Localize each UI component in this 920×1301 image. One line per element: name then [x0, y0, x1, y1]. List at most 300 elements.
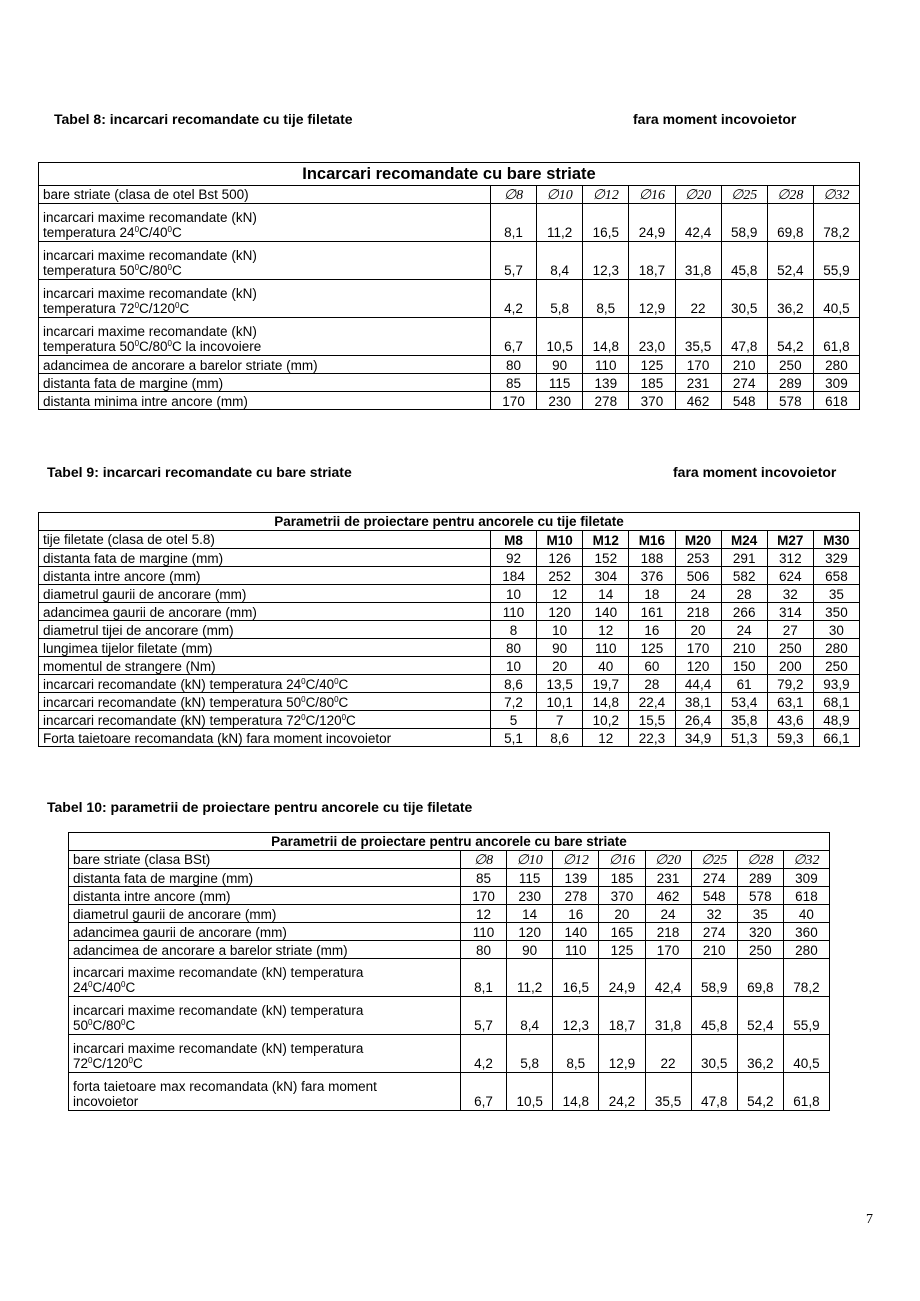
table-cell: 78,2	[783, 959, 829, 997]
table-row	[39, 657, 860, 675]
column-header: ∅12	[583, 186, 629, 204]
table-cell: 185	[629, 374, 675, 392]
row-label	[39, 318, 491, 356]
table-cell: 12	[583, 621, 629, 639]
table-cell: 125	[629, 639, 675, 657]
table-cell: 14,8	[553, 1073, 599, 1111]
table-cell: 139	[553, 869, 599, 887]
table-cell: 200	[767, 657, 813, 675]
table-row	[39, 549, 860, 567]
table-cell: 280	[813, 356, 859, 374]
table-cell: 52,4	[737, 997, 783, 1035]
table-cell: 10,1	[537, 693, 583, 711]
table-cell: 578	[767, 392, 813, 410]
table-cell: 8,5	[583, 280, 629, 318]
label-part: temperatura 72	[43, 301, 135, 316]
table-cell: 8,1	[491, 204, 537, 242]
label-part: incarcari maxime recomandate (kN) temperatura	[73, 1003, 364, 1018]
table-cell: 139	[583, 374, 629, 392]
table-cell: 253	[675, 549, 721, 567]
row-label: lungimea tijelor filetate (mm)	[39, 639, 491, 657]
table-cell: 32	[767, 585, 813, 603]
label-part: forta taietoare max recomandata (kN) fara moment	[73, 1079, 377, 1094]
table-row	[39, 242, 860, 280]
table-cell: 10,5	[537, 318, 583, 356]
label-part: C	[338, 695, 349, 710]
table-cell: 12,3	[553, 997, 599, 1035]
table-cell: 55,9	[813, 242, 859, 280]
superscript: 0	[167, 339, 172, 348]
table-cell: 152	[583, 549, 629, 567]
label-part: C/80	[139, 263, 168, 278]
table-cell: 4,2	[491, 280, 537, 318]
column-header: M8	[491, 531, 537, 549]
label-part: incarcari recomandate (kN) temperatura 50	[43, 695, 302, 710]
table-cell: 125	[629, 356, 675, 374]
column-header: M30	[813, 531, 859, 549]
table-cell: 85	[491, 374, 537, 392]
table-cell: 14,8	[583, 693, 629, 711]
column-header: ∅28	[737, 851, 783, 869]
superscript: 0	[175, 301, 180, 310]
table-cell: 12,9	[599, 1035, 645, 1073]
table-cell: 10,2	[583, 711, 629, 729]
table-cell: 40,5	[783, 1035, 829, 1073]
table-row	[39, 603, 860, 621]
column-header: ∅20	[645, 851, 691, 869]
table-cell: 30	[813, 621, 859, 639]
label-part: C/40	[305, 677, 335, 692]
superscript: 0	[334, 695, 339, 704]
label-part: C/80	[139, 339, 168, 354]
table-row	[39, 374, 860, 392]
table-cell: 92	[491, 549, 537, 567]
table-body	[39, 204, 860, 410]
table-cell: 314	[767, 603, 813, 621]
row-label: distanta minima intre ancore (mm)	[39, 392, 491, 410]
table-cell: 274	[691, 869, 737, 887]
table-cell: 278	[583, 392, 629, 410]
column-header: ∅32	[813, 186, 859, 204]
table-cell: 35	[813, 585, 859, 603]
table-cell: 8,6	[491, 675, 537, 693]
table-cell: 140	[583, 603, 629, 621]
column-header: ∅32	[783, 851, 829, 869]
superscript: 0	[134, 263, 140, 272]
row-label	[39, 242, 491, 280]
label-part: incarcari maxime recomandate (kN)	[43, 248, 257, 263]
table-cell: 13,5	[537, 675, 583, 693]
table-cell: 14	[583, 585, 629, 603]
table-cell: 274	[691, 923, 737, 941]
table-cell: 210	[721, 639, 767, 657]
table-row	[69, 959, 830, 997]
table-row	[39, 392, 860, 410]
label-part: C	[346, 713, 356, 728]
table-cell: 10,5	[507, 1073, 553, 1111]
table-cell: 5,7	[461, 997, 507, 1035]
row-label: distanta fata de margine (mm)	[39, 374, 491, 392]
table-cell: 18	[629, 585, 675, 603]
table8-caption: Tabel 8: incarcari recomandate cu tije filetate	[54, 111, 353, 127]
table-cell: 462	[675, 392, 721, 410]
table-parametrii-bare-striate	[68, 832, 830, 1111]
table-cell: 10	[491, 657, 537, 675]
label-part: incarcari recomandate (kN) temperatura 24	[43, 677, 302, 692]
table-cell: 125	[599, 941, 645, 959]
table-cell: 115	[507, 869, 553, 887]
table-cell: 4,2	[461, 1035, 507, 1073]
table-cell: 170	[491, 392, 537, 410]
column-header: ∅16	[599, 851, 645, 869]
table-cell: 58,9	[721, 204, 767, 242]
label-part: C	[172, 263, 182, 278]
superscript: 0	[167, 225, 172, 234]
superscript: 0	[301, 695, 306, 704]
header-row	[39, 186, 860, 204]
table-cell: 110	[583, 356, 629, 374]
table-cell: 618	[783, 887, 829, 905]
table-cell: 69,8	[737, 959, 783, 997]
table-cell: 44,4	[675, 675, 721, 693]
label-part: C/80	[92, 1018, 122, 1033]
table-cell: 35,5	[645, 1073, 691, 1111]
table-cell: 274	[721, 374, 767, 392]
column-header: M12	[583, 531, 629, 549]
table-cell: 14	[507, 905, 553, 923]
label-part: incarcari maxime recomandate (kN)	[43, 286, 257, 301]
table-row	[69, 905, 830, 923]
row-label: momentul de strangere (Nm)	[39, 657, 491, 675]
table-cell: 12	[537, 585, 583, 603]
table-cell: 5,1	[491, 729, 537, 747]
table-cell: 8,4	[507, 997, 553, 1035]
header-label: bare striate (clasa BSt)	[69, 851, 461, 869]
table-body	[69, 869, 830, 1111]
table-cell: 69,8	[767, 204, 813, 242]
column-header: M24	[721, 531, 767, 549]
table-row	[39, 675, 860, 693]
column-header: ∅28	[767, 186, 813, 204]
column-header: ∅16	[629, 186, 675, 204]
table-cell: 280	[783, 941, 829, 959]
table-cell: 360	[783, 923, 829, 941]
table-cell: 210	[721, 356, 767, 374]
table-cell: 66,1	[813, 729, 859, 747]
table-cell: 548	[721, 392, 767, 410]
table-cell: 165	[599, 923, 645, 941]
table9-caption: Tabel 9: incarcari recomandate cu bare striate	[47, 464, 352, 480]
label-part: incarcari maxime recomandate (kN) temperatura	[73, 965, 364, 980]
table-cell: 24	[645, 905, 691, 923]
table-cell: 55,9	[783, 997, 829, 1035]
table-cell: 42,4	[645, 959, 691, 997]
table-cell: 15,5	[629, 711, 675, 729]
label-part: 24	[73, 980, 89, 995]
table-row	[39, 693, 860, 711]
table-cell: 120	[537, 603, 583, 621]
table-cell: 170	[675, 356, 721, 374]
table-cell: 126	[537, 549, 583, 567]
row-label	[69, 1035, 461, 1073]
table-cell: 8,4	[537, 242, 583, 280]
table-cell: 24,9	[599, 959, 645, 997]
table-cell: 31,8	[675, 242, 721, 280]
table-cell: 78,2	[813, 204, 859, 242]
table9-caption-right: fara moment incovoietor	[673, 464, 837, 480]
label-part: incovoietor	[73, 1094, 139, 1109]
label-part: incarcari recomandate (kN) temperatura 72	[43, 713, 302, 728]
table-cell: 289	[737, 869, 783, 887]
table-cell: 38,1	[675, 693, 721, 711]
table-cell: 16	[629, 621, 675, 639]
row-label: diametrul gaurii de ancorare (mm)	[39, 585, 491, 603]
table-cell: 12	[583, 729, 629, 747]
row-label: distanta intre ancore (mm)	[39, 567, 491, 585]
table-cell: 16,5	[553, 959, 599, 997]
superscript: 0	[134, 301, 140, 310]
table-cell: 24	[721, 621, 767, 639]
label-part: C/40	[92, 980, 122, 995]
table10-caption: Tabel 10: parametrii de proiectare pentru ancorele cu tije filetate	[47, 799, 473, 815]
table-cell: 53,4	[721, 693, 767, 711]
label-part: C/120	[305, 713, 342, 728]
table-cell: 35,8	[721, 711, 767, 729]
table-cell: 8,6	[537, 729, 583, 747]
table-cell: 110	[583, 639, 629, 657]
table-cell: 7,2	[491, 693, 537, 711]
table-cell: 36,2	[767, 280, 813, 318]
table-cell: 30,5	[721, 280, 767, 318]
label-part: 50	[73, 1018, 89, 1033]
table-cell: 36,2	[737, 1035, 783, 1073]
table-cell: 329	[813, 549, 859, 567]
column-header: ∅20	[675, 186, 721, 204]
row-label	[69, 959, 461, 997]
row-label: distanta fata de margine (mm)	[39, 549, 491, 567]
table-cell: 8,5	[553, 1035, 599, 1073]
label-part: 72	[73, 1056, 89, 1071]
table-cell: 23,0	[629, 318, 675, 356]
header-label: tije filetate (clasa de otel 5.8)	[39, 531, 491, 549]
row-label: distanta intre ancore (mm)	[69, 887, 461, 905]
table-parametrii-tije-filetate	[38, 512, 860, 747]
superscript: 0	[341, 713, 347, 722]
table-cell: 218	[675, 603, 721, 621]
table-title: Parametrii de proiectare pentru ancorele cu bare striate	[69, 833, 830, 851]
superscript: 0	[301, 677, 306, 686]
label-part: C/120	[92, 1056, 129, 1071]
table-cell: 289	[767, 374, 813, 392]
table-cell: 578	[737, 887, 783, 905]
label-part: C	[125, 980, 136, 995]
label-part: C la incovoiere	[172, 339, 262, 354]
row-label	[39, 280, 491, 318]
table-body	[39, 549, 860, 747]
table-cell: 11,2	[537, 204, 583, 242]
table-cell: 28	[721, 585, 767, 603]
table-row	[69, 1073, 830, 1111]
table-cell: 320	[737, 923, 783, 941]
column-header: ∅10	[507, 851, 553, 869]
table-cell: 80	[491, 639, 537, 657]
table-cell: 250	[767, 356, 813, 374]
table-cell: 93,9	[813, 675, 859, 693]
label-part: C	[179, 301, 190, 316]
row-label: diametrul tijei de ancorare (mm)	[39, 621, 491, 639]
table-cell: 618	[813, 392, 859, 410]
superscript: 0	[128, 1056, 133, 1065]
column-header: M16	[629, 531, 675, 549]
label-part: incarcari maxime recomandate (kN)	[43, 210, 257, 225]
table-cell: 58,9	[691, 959, 737, 997]
table-row	[39, 356, 860, 374]
table-row	[69, 923, 830, 941]
table-cell: 12	[461, 905, 507, 923]
table-cell: 5,8	[537, 280, 583, 318]
table-row	[39, 280, 860, 318]
table-title: Parametrii de proiectare pentru ancorele cu tije filetate	[39, 513, 860, 531]
table-cell: 309	[783, 869, 829, 887]
table-cell: 24	[675, 585, 721, 603]
table-cell: 61,8	[783, 1073, 829, 1111]
table-cell: 120	[507, 923, 553, 941]
table-cell: 11,2	[507, 959, 553, 997]
table-cell: 54,2	[767, 318, 813, 356]
table-cell: 61,8	[813, 318, 859, 356]
table-cell: 45,8	[691, 997, 737, 1035]
table-cell: 370	[599, 887, 645, 905]
table-cell: 16,5	[583, 204, 629, 242]
table-row	[39, 567, 860, 585]
column-header: ∅25	[721, 186, 767, 204]
table-cell: 120	[675, 657, 721, 675]
row-label: adancimea de ancorare a barelor striate (mm)	[39, 356, 491, 374]
table-cell: 43,6	[767, 711, 813, 729]
table-cell: 47,8	[691, 1073, 737, 1111]
row-label: adancimea gaurii de ancorare (mm)	[39, 603, 491, 621]
table-cell: 61	[721, 675, 767, 693]
table-cell: 79,2	[767, 675, 813, 693]
table-cell: 231	[645, 869, 691, 887]
table-cell: 60	[629, 657, 675, 675]
table-cell: 6,7	[461, 1073, 507, 1111]
table-row	[69, 887, 830, 905]
table-cell: 40,5	[813, 280, 859, 318]
table-cell: 7	[537, 711, 583, 729]
table-cell: 14,8	[583, 318, 629, 356]
table-cell: 184	[491, 567, 537, 585]
label-part: C/80	[305, 695, 335, 710]
row-label: Forta taietoare recomandata (kN) fara moment incovoietor	[39, 729, 491, 747]
table-cell: 170	[645, 941, 691, 959]
table-cell: 51,3	[721, 729, 767, 747]
table-row	[39, 621, 860, 639]
table-cell: 80	[491, 356, 537, 374]
table-cell: 40	[783, 905, 829, 923]
table-row	[69, 997, 830, 1035]
table-cell: 115	[537, 374, 583, 392]
table-cell: 68,1	[813, 693, 859, 711]
table-row	[69, 869, 830, 887]
superscript: 0	[134, 339, 140, 348]
label-part: C	[172, 225, 182, 240]
table-cell: 350	[813, 603, 859, 621]
table-cell: 5	[491, 711, 537, 729]
superscript: 0	[88, 1056, 93, 1065]
table-row	[39, 639, 860, 657]
table-cell: 85	[461, 869, 507, 887]
table-cell: 10	[537, 621, 583, 639]
row-label	[69, 997, 461, 1035]
table-cell: 231	[675, 374, 721, 392]
table-cell: 8,1	[461, 959, 507, 997]
table-cell: 278	[553, 887, 599, 905]
table-cell: 370	[629, 392, 675, 410]
label-part: temperatura 24	[43, 225, 135, 240]
page-number: 7	[866, 1212, 873, 1227]
superscript: 0	[121, 1018, 126, 1027]
table-row	[39, 585, 860, 603]
row-label	[39, 711, 491, 729]
table-title: Incarcari recomandate cu bare striate	[39, 163, 860, 186]
table-cell: 170	[675, 639, 721, 657]
table-cell: 309	[813, 374, 859, 392]
table-row	[39, 711, 860, 729]
row-label: adancimea de ancorare a barelor striate (mm)	[69, 941, 461, 959]
label-part: C/120	[139, 301, 176, 316]
table-cell: 506	[675, 567, 721, 585]
table-cell: 30,5	[691, 1035, 737, 1073]
label-part: temperatura 50	[43, 339, 135, 354]
table-cell: 161	[629, 603, 675, 621]
table-cell: 110	[491, 603, 537, 621]
table-cell: 28	[629, 675, 675, 693]
table-cell: 22,3	[629, 729, 675, 747]
superscript: 0	[301, 713, 306, 722]
table-cell: 462	[645, 887, 691, 905]
table-row	[69, 1035, 830, 1073]
label-part: C/40	[139, 225, 168, 240]
column-header: ∅8	[491, 186, 537, 204]
table-cell: 624	[767, 567, 813, 585]
table-cell: 548	[691, 887, 737, 905]
table-cell: 54,2	[737, 1073, 783, 1111]
column-header: M27	[767, 531, 813, 549]
column-header: M10	[537, 531, 583, 549]
table-cell: 90	[537, 356, 583, 374]
table-cell: 110	[553, 941, 599, 959]
column-header: ∅10	[537, 186, 583, 204]
table-cell: 32	[691, 905, 737, 923]
header-row	[39, 531, 860, 549]
table-cell: 26,4	[675, 711, 721, 729]
row-label: distanta fata de margine (mm)	[69, 869, 461, 887]
table-cell: 250	[767, 639, 813, 657]
table-cell: 24,2	[599, 1073, 645, 1111]
table-cell: 16	[553, 905, 599, 923]
table-cell: 40	[583, 657, 629, 675]
table-row	[39, 729, 860, 747]
row-label: diametrul gaurii de ancorare (mm)	[69, 905, 461, 923]
table-cell: 63,1	[767, 693, 813, 711]
table-cell: 582	[721, 567, 767, 585]
table-cell: 170	[461, 887, 507, 905]
table-cell: 24,9	[629, 204, 675, 242]
table-cell: 658	[813, 567, 859, 585]
table-cell: 230	[507, 887, 553, 905]
table-cell: 45,8	[721, 242, 767, 280]
